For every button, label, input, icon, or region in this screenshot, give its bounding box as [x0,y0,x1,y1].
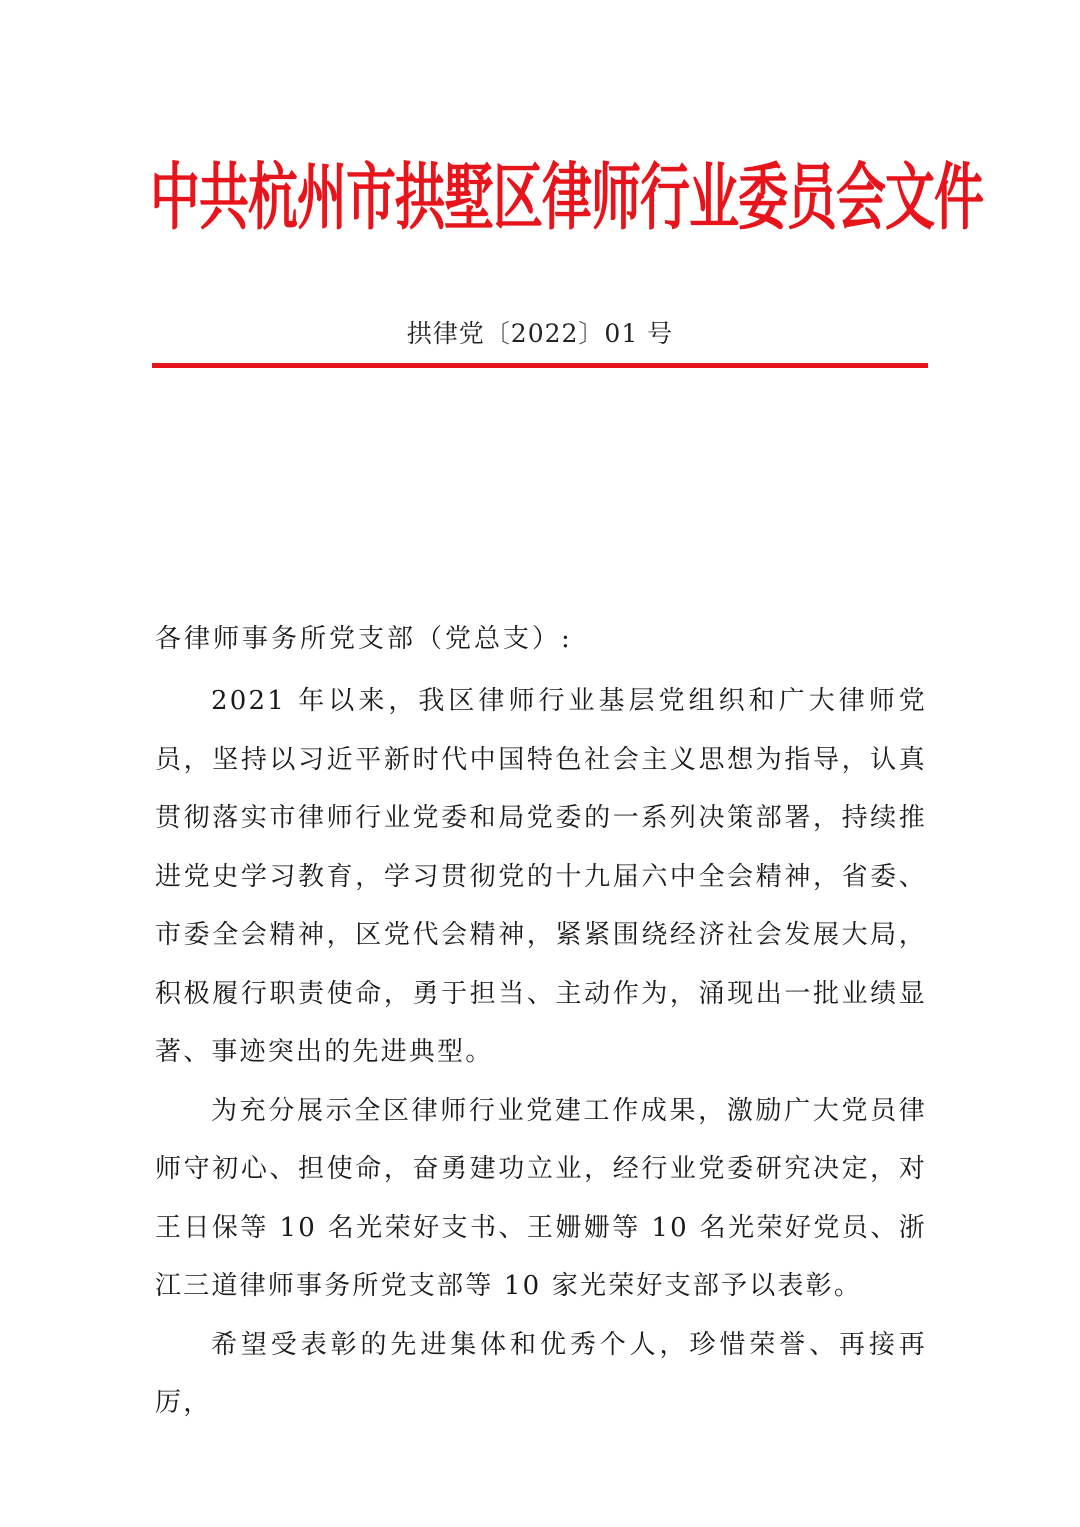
body-paragraph-2: 为充分展示全区律师行业党建工作成果，激励广大党员律师守初心、担使命，奋勇建功立业，经行业党委研究决定，对王日保等 10 名光荣好支书、王姗姗等 10 名光荣好党员、浙江三道律师事务所党支部等 10 家光荣好支部予以表彰。 [155,1095,927,1301]
document-header-title-text: 中共杭州市拱墅区律师行业委员会文件 [150,155,983,241]
body-paragraph-3: 希望受表彰的先进集体和优秀个人，珍惜荣誉、再接再厉， [155,1329,927,1418]
salutation: 各律师事务所党支部（党总支）: [155,624,573,654]
document-header-title [150,150,983,246]
red-separator-line [152,363,928,368]
document-number: 拱律党〔2022〕01 号 [406,319,674,348]
document-body [155,672,927,1433]
body-paragraph-1: 2021 年以来，我区律师行业基层党组织和广大律师党员，坚持以习近平新时代中国特色社会主义思想为指导，认真贯彻落实市律师行业党委和局党委的一系列决策部署，持续推进党史学习教育，学习贯彻党的十九届六中全会精神，省委、市委全会精神，区党代会精神，紧紧围绕经济社会发展大局，积极履行职责使命，勇于担当、主动作为，涌现出一批业绩显著、事迹突出的先进典型。 [155,686,927,1067]
